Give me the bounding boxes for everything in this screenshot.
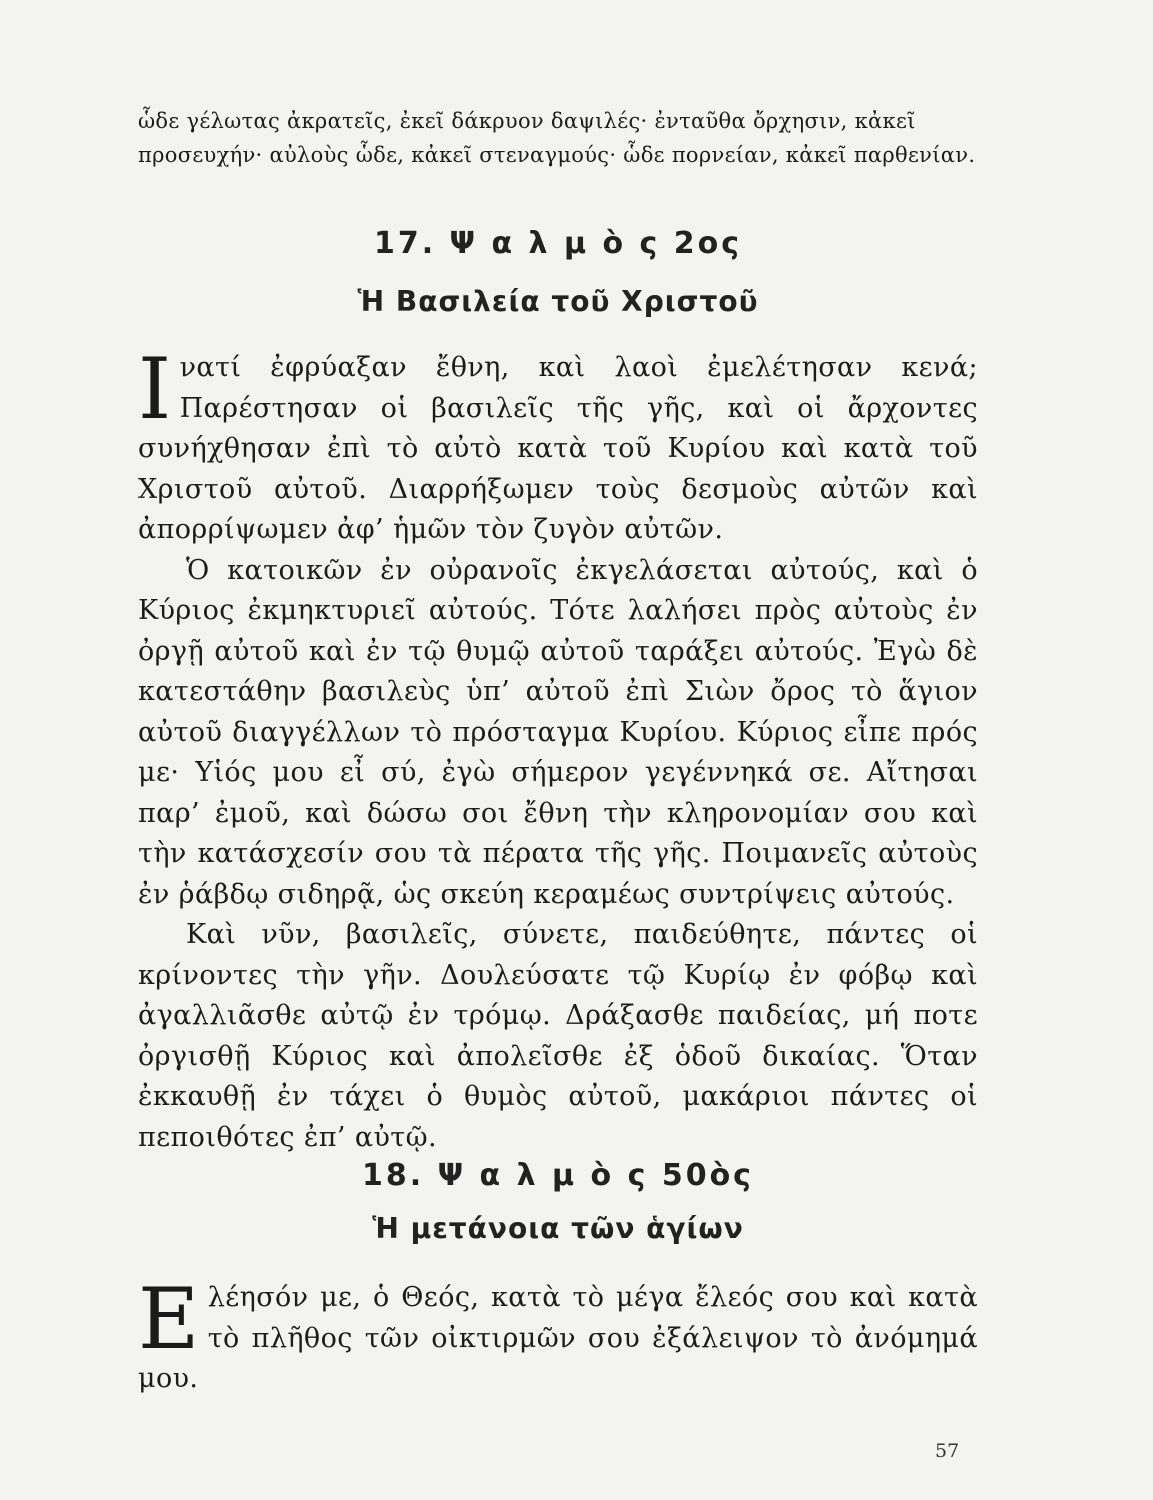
psalm-17-dropcap: Ι bbox=[138, 340, 172, 438]
intro-text: ὧδε γέλωτας ἀκρατεῖς, ἐκεῖ δάκρυον δαψιλές· ἐνταῦθα ὄρχησιν, κἀκεῖ προσευχήν· αὐλοὺς ὧδε, κἀκεῖ στεναγμούς· ὧδε πορνείαν, κἀκεῖ παρθενίαν. bbox=[138, 109, 976, 167]
psalm-17-subtitle: Ἡ Βασιλεία τοῦ Χριστοῦ bbox=[357, 285, 759, 318]
psalm-17-body bbox=[138, 340, 978, 1158]
psalm-18-paragraph-1-text: λέησόν με, ὁ Θεός, κατὰ τὸ μέγα ἔλεός σου καὶ κατὰ τὸ πλῆθος τῶν οἰκτιρμῶν σου ἐξάλειψον τὸ ἀνόμημά μου. bbox=[138, 1282, 978, 1394]
intro-paragraph bbox=[138, 104, 978, 172]
psalm-18-title: 18. Ψ α λ μ ὸ ς 50ὸς bbox=[362, 1158, 754, 1193]
psalm-17-paragraph-1-text: νατί ἐφρύαξαν ἔθνη, καὶ λαοὶ ἐμελέτησαν κενά; Παρέστησαν οἱ βασιλεῖς τῆς γῆς, καὶ οἱ ἄρχοντες συνήχθησαν ἐπὶ τὸ αὐτὸ κατὰ τοῦ Κυρίου καὶ κατὰ τοῦ Χριστοῦ αὐτοῦ. Διαρρήξωμεν τοὺς δεσμοὺς αὐτῶν καὶ ἀπορρίψωμεν ἀφ’ ἡμῶν τὸν ζυγὸν αὐτῶν. bbox=[138, 352, 978, 545]
psalm-18-subtitle: Ἡ μετάνοια τῶν ἁγίων bbox=[372, 1212, 744, 1245]
psalm-17-paragraph-2: Ὁ κατοικῶν ἐν οὐρανοῖς ἐκγελάσεται αὐτούς, καὶ ὁ Κύριος ἐκμηκτυριεῖ αὐτούς. Τότε λαλήσει πρὸς αὐτοὺς ἐν ὀργῇ αὐτοῦ καὶ ἐν τῷ θυμῷ αὐτοῦ ταράξει αὐτούς. Ἐγὼ δὲ κατεστάθην βασιλεὺς ὑπ’ αὐτοῦ ἐπὶ Σιὼν ὄρος τὸ ἅγιον αὐτοῦ διαγγέλλων τὸ πρόσταγμα Κυρίου. Κύριος εἶπε πρός με· Υἱός μου εἶ σύ, ἐγὼ σήμερον γεγέννηκά σε. Αἴτησαι παρ’ ἐμοῦ, καὶ δώσω σοι ἔθνη τὴν κληρονομίαν σου καὶ τὴν κατάσχεσίν σου τὰ πέρατα τῆς γῆς. Ποιμανεῖς αὐτοὺς ἐν ῥάβδῳ σιδηρᾷ, ὡς σκεύη κεραμέως συντρίψεις αὐτούς. bbox=[138, 554, 978, 910]
psalm-17-title: 17. Ψ α λ μ ὸ ς 2ος bbox=[373, 226, 743, 261]
psalm-17-paragraph-1 bbox=[138, 340, 978, 551]
psalm-17-paragraph-3: Καὶ νῦν, βασιλεῖς, σύνετε, παιδεύθητε, πάντες οἱ κρίνοντες τὴν γῆν. Δουλεύσατε τῷ Κυρίῳ ἐν φόβῳ καὶ ἀγαλλιᾶσθε αὐτῷ ἐν τρόμῳ. Δράξασθε παιδείας, μή ποτε ὀργισθῇ Κύριος καὶ ἀπολεῖσθε ἐξ ὁδοῦ δικαίας. Ὅταν ἐκκαυθῇ ἐν τάχει ὁ θυμὸς αὐτοῦ, μακάριοι πάντες οἱ πεποιθότες ἐπ’ αὐτῷ. bbox=[138, 919, 978, 1153]
psalm-18-dropcap: Ε bbox=[138, 1270, 200, 1368]
page-number: 57 bbox=[935, 1440, 960, 1462]
psalm-18-paragraph-1 bbox=[138, 1270, 978, 1400]
psalm-18-body bbox=[138, 1270, 978, 1400]
